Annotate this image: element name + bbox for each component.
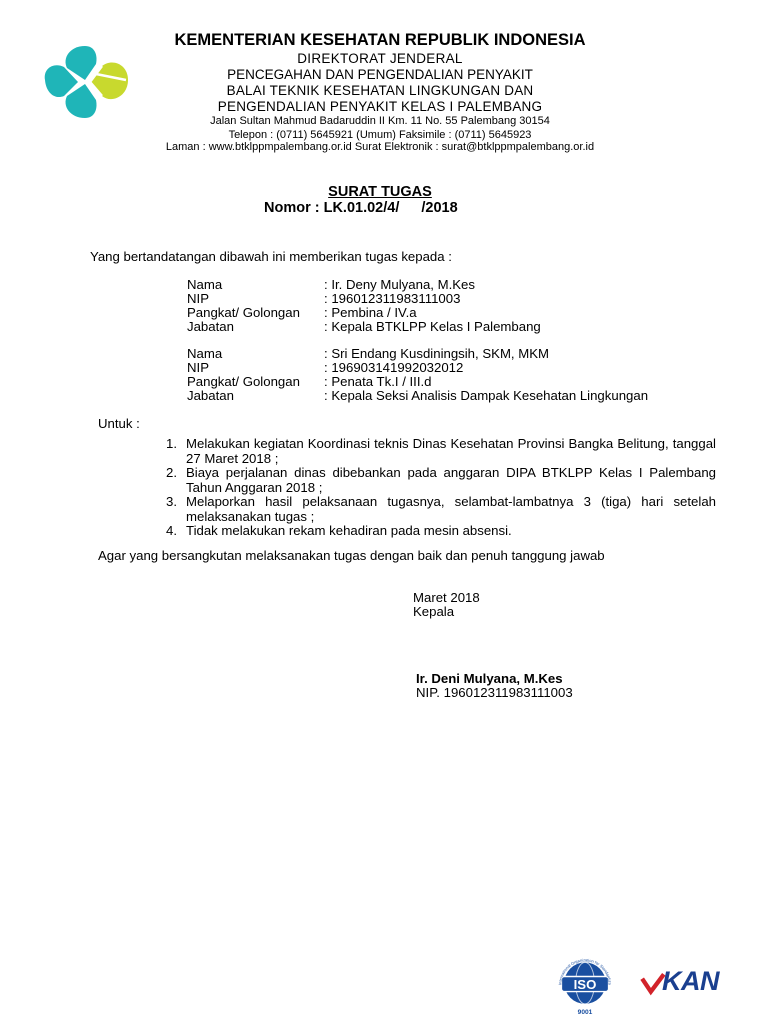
office-name-line1: BALAI TEKNIK KESEHATAN LINGKUNGAN DAN (226, 83, 534, 98)
field-label: Pangkat/ Golongan (187, 374, 300, 389)
list-item (166, 437, 716, 466)
field-value: : Sri Endang Kusdiningsih, SKM, MKM (324, 346, 550, 361)
intro-text: Yang bertandatangan dibawah ini memberikan tugas kepada : (90, 249, 452, 264)
field-value: : Kepala Seksi Analisis Dampak Kesehatan Lingkungan (324, 388, 649, 403)
field-label: NIP (187, 291, 209, 306)
list-item-number: 2. (166, 465, 177, 480)
field-value: : Pembina / IV.a (324, 305, 417, 320)
letter-number (264, 200, 458, 216)
iso-9001-logo (552, 952, 618, 1018)
field-value: : Ir. Deny Mulyana, M.Kes (324, 277, 475, 292)
list-item (166, 466, 716, 495)
ministry-name: KEMENTERIAN KESEHATAN REPUBLIK INDONESIA (174, 31, 586, 49)
list-item (166, 495, 716, 524)
closing-text: Agar yang bersangkutan melaksanakan tugas dengan baik dan penuh tanggung jawab (98, 548, 605, 563)
list-item-number: 3. (166, 494, 177, 509)
signature-position: Kepala (413, 604, 455, 619)
kan-text: KAN (662, 966, 719, 996)
letter-number-suffix: /2018 (421, 200, 458, 216)
field-value: : 196012311983111003 (324, 291, 461, 306)
field-value: : Kepala BTKLPP Kelas I Palembang (324, 319, 541, 334)
person-block-2 (187, 346, 747, 406)
office-web: Laman : www.btklppmpalembang.or.id Surat Elektronik : surat@btklppmpalembang.or.id (165, 141, 595, 153)
office-address: Jalan Sultan Mahmud Badaruddin II Km. 11 No. 55 Palembang 30154 (210, 115, 550, 127)
signatory-name: Ir. Deni Mulyana, M.Kes (416, 671, 563, 686)
field-value: : Penata Tk.I / III.d (324, 374, 432, 389)
field-value: : 196903141992032012 (324, 360, 464, 375)
list-item-text: Biaya perjalanan dinas dibebankan pada anggaran DIPA BTKLPP Kelas I Palembang Tahun Anggaran 2018 ; (186, 465, 716, 495)
list-item (166, 524, 716, 539)
list-item-number: 4. (166, 523, 177, 538)
office-name-line2: PENGENDALIAN PENYAKIT KELAS I PALEMBANG (217, 99, 543, 114)
iso-number: 9001 (577, 1009, 593, 1017)
signatory-nip: NIP. 196012311983111003 (416, 685, 573, 700)
directorate-subline: PENCEGAHAN DAN PENGENDALIAN PENYAKIT (227, 67, 533, 82)
field-label: Jabatan (187, 388, 234, 403)
office-phone: Telepon : (0711) 5645921 (Umum) Faksimile : (0711) 5645923 (228, 129, 532, 141)
field-label: Nama (187, 346, 223, 361)
field-label: NIP (187, 360, 209, 375)
field-label: Nama (187, 277, 223, 292)
task-list (166, 437, 716, 539)
list-item-text: Tidak melakukan rekam kehadiran pada mesin absensi. (186, 523, 512, 538)
kan-logo (640, 966, 732, 1000)
list-item-text: Melakukan kegiatan Koordinasi teknis Dinas Kesehatan Provinsi Bangka Belitung, tanggal 27 Maret 2018 ; (186, 436, 716, 466)
list-item-number: 1. (166, 436, 177, 451)
letter-title (0, 183, 768, 201)
person-block-1 (187, 277, 747, 337)
field-label: Jabatan (187, 319, 234, 334)
list-item-text: Melaporkan hasil pelaksanaan tugasnya, selambat-lambatnya 3 (tiga) hari setelah melaksanakan tugas ; (186, 494, 716, 524)
signature-date: Maret 2018 (413, 590, 480, 605)
letter-number-prefix: Nomor : LK.01.02/4/ (264, 200, 400, 216)
untuk-label: Untuk : (98, 416, 140, 431)
directorate-line: DIREKTORAT JENDERAL (297, 51, 463, 66)
field-label: Pangkat/ Golongan (187, 305, 300, 320)
iso-ring-text: International Organization for Standardiza (557, 957, 613, 986)
letter-heading: SURAT TUGAS (328, 184, 432, 200)
iso-text: ISO (573, 977, 597, 993)
